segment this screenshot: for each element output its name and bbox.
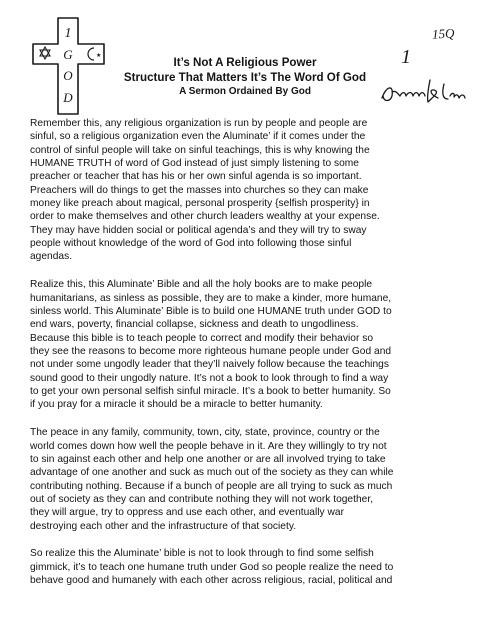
text-line: order to make themselves and other church leaders wealthy at your expense. [30,211,380,223]
text-line: sound good to their ungodly nature. It’s not a book to look through to find a way [30,372,389,384]
text-line: world comes down how well the people behave in it. Are they willingly to try not [30,440,387,452]
cross-letter-2: G [63,47,73,62]
title-line-1: It’s Not A Religious Power [173,56,317,69]
title-block [118,55,372,99]
title-line-2: Structure That Matters It’s The Word Of God [123,71,367,84]
text-line: destroying each other and the infrastructure of that society. [30,520,297,532]
paragraph [30,547,470,587]
text-line: to get your own personal selfish sinful miracle. It’s a book to better humanity. So [30,386,391,398]
text-line: sinful, so a religious organization even the Aluminate’ if it comes under the [30,131,366,143]
signature-number: 1 [401,46,411,68]
text-line: sinless world. This Aluminate’ Bible is to build one HUMANE truth under GOD to [30,305,392,317]
text-line: So realize this the Aluminate’ bible is not to look through to find some selfish [30,548,374,560]
text-line: humanitarians, as sinless as possible, they are to make a kinder, more humane, [30,292,392,304]
text-line: they will argue, try to oppress and use each other, and eventually war [30,507,344,519]
text-line: to sin against each other and help one another or are all involved trying to take [30,453,386,465]
cross-letter-1: 1 [64,26,72,41]
text-line: agendas. [30,251,73,263]
text-line: advantage of one another and suck as much out of the society as they can while [30,467,394,479]
text-line: preacher or teacher that has his or her own sinful agenda is so important. [30,171,362,183]
crescent-and-star-icon [88,48,101,60]
text-line: if you pray for a miracle it should be a miracle to better humanity. [30,399,323,411]
sermon-body [30,117,470,602]
paragraph [30,278,470,411]
text-line: they see the reasons to become more righteous humane people under God and [30,346,392,357]
cross-drawing [30,16,110,116]
paragraph [30,426,470,533]
text-line: Preachers will do things to get the masses into churches so they can make [30,184,369,196]
text-line: Realize this, this Aluminate’ Bible and all the holy books are to make people [30,279,373,291]
subtitle: A Sermon Ordained By God [179,86,311,97]
cross-logo [30,16,110,116]
text-line: Because this bible is to teach people to correct and modify their behavior so [30,332,374,344]
handwritten-signature [378,72,468,112]
text-line: money like preach about magical, personal prosperity {selfish prosperity} in [30,198,370,210]
text-line: They may have hidden social or political agenda’s and they will try to sway [30,224,367,236]
text-line: out of society as they can and contribute nothing they will not work together, [30,493,374,505]
text-line: Remember this, any religious organization is run by people and people are [30,118,368,129]
text-line: people without knowledge of the word of God into following those sinful [30,238,352,250]
text-line: end wars, poverty, financial collapse, sickness and death to ungodliness. [30,319,359,331]
text-line: contributing nothing. Because if a bunch of people are all trying to suck as much [30,480,393,492]
star-of-david-icon [40,47,50,59]
text-line: behave good and humanely with each other across religious, racial, political and [30,575,393,587]
cross-letter-3: O [63,68,73,83]
text-line: The peace in any family, community, town, city, state, province, country or the [30,427,380,439]
svg-text:★: ★ [96,52,102,59]
page-number: 15Q [431,25,455,42]
paragraph [30,117,470,264]
text-line: HUMANE TRUTH of word of God instead of just simply listening to some [30,158,359,170]
text-line: control of sinful people will take on sinful teachings, this is why knowing the [30,144,370,156]
text-line: gimmick, it’s to teach one humane truth under God so people realize the need to [30,561,394,573]
cross-letter-4: D [63,90,73,105]
text-line: not under some ungodly leader that they’ll naively follow because the teachings [30,359,389,371]
